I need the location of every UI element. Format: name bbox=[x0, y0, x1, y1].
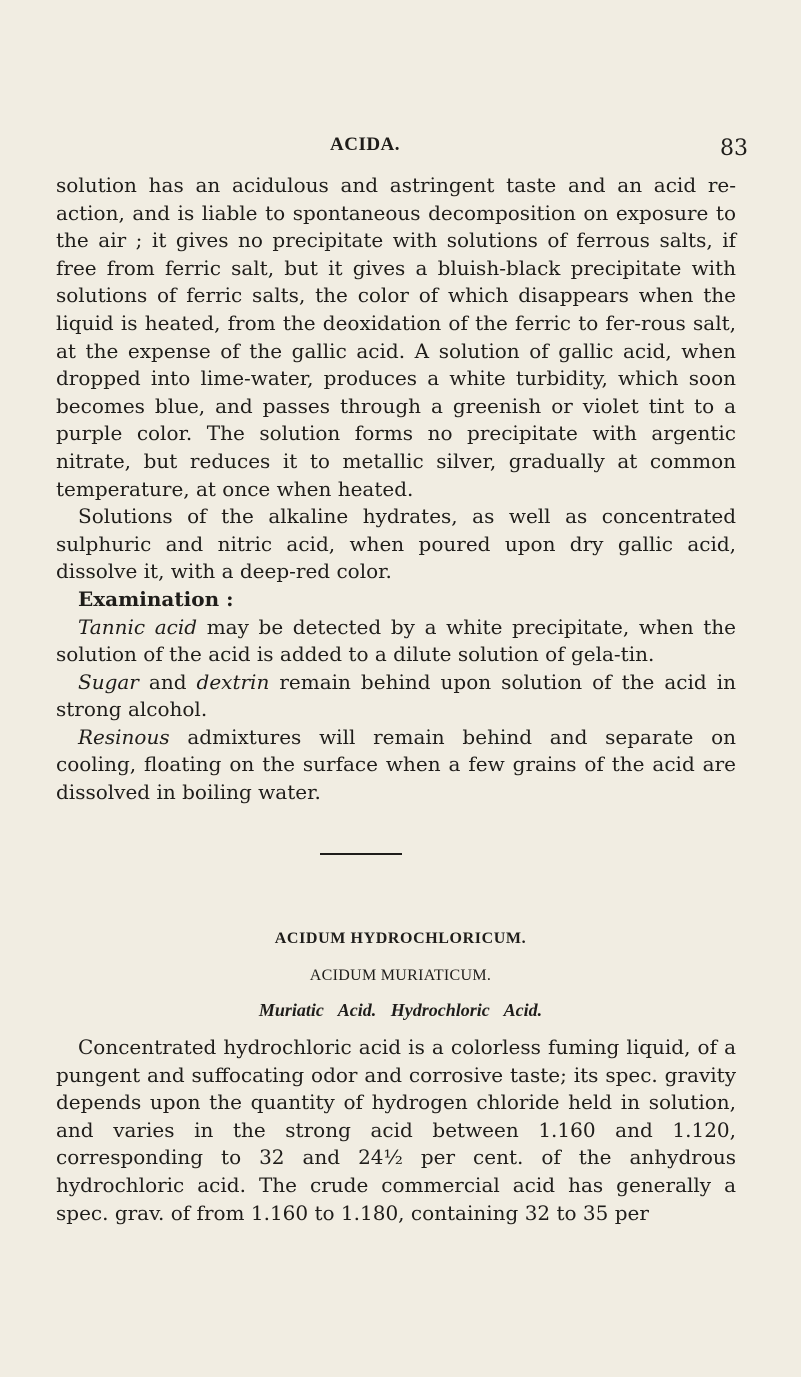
resinous-term: Resinous bbox=[78, 724, 170, 749]
sugar-dextrin-text: remain behind upon solution of the acid in strong alcohol. bbox=[56, 669, 736, 722]
dextrin-term: dextrin bbox=[196, 669, 270, 694]
gallic-acid-continuation bbox=[56, 172, 736, 807]
paragraph-alkaline-hydrates: Solutions of the alkaline hydrates, as well as concentrated sulphuric and nitric acid, when poured upon dry gallic acid, dissolve it, with a deep-red color. bbox=[56, 504, 736, 584]
examination-heading bbox=[56, 586, 736, 614]
page-header bbox=[0, 134, 801, 164]
page-number: 83 bbox=[720, 136, 748, 161]
running-title: ACIDA. bbox=[330, 134, 401, 155]
paragraph-sugar-dextrin bbox=[56, 669, 736, 724]
paragraph-hydrochloric-description: Concentrated hydrochloric acid is a colorless fuming liquid, of a pungent and suffocating odor and corrosive taste; its spec. gravity depends upon the quantity of hydrogen chloride held in solution, and varies in the strong acid between 1.160 and 1.120, corresponding to 32 and 24½ per cent. of the anhydrous hydrochloric acid. The crude commercial acid has generally a spec. grav. of from 1.160 to 1.180, containing 32 to 35 per bbox=[56, 1035, 736, 1225]
section-title: ACIDUM HYDROCHLORICUM. bbox=[274, 930, 527, 947]
hydrochloric-acid-body bbox=[56, 1034, 736, 1227]
paragraph-tannic-acid bbox=[56, 614, 736, 669]
tannic-acid-term: Tannic acid bbox=[78, 614, 198, 639]
tannic-acid-text: may be detected by a white precipitate, when the solution of the acid is added to a dilute solution of gela-tin. bbox=[56, 614, 736, 667]
section-synonym: ACIDUM MURIATICUM. bbox=[309, 967, 492, 984]
sugar-term: Sugar bbox=[78, 669, 139, 694]
section-english-names: Muriatic Acid. Hydrochloric Acid. bbox=[258, 1000, 543, 1020]
section-divider bbox=[320, 853, 402, 855]
paragraph-properties: solution has an acidulous and astringent taste and an acid re-action, and is liable to spontaneous decomposition on exposure to the air ; it gives no precipitate with solutions of ferrous salts, if free from ferric salt, but it gives a bluish-black precipitate with solutions of ferric salts, the color of which disappears when the liquid is heated, from the deoxidation of the ferric to fer-rous salt, at the expense of the gallic acid. A solution of gallic acid, when dropped into lime-water, produces a white turbidity, which soon becomes blue, and passes through a greenish or violet tint to a purple color. The solution forms no precipitate with argentic nitrate, but reduces it to metallic silver, gradually at common temperature, at once when heated. bbox=[56, 173, 736, 501]
sugar-and: and bbox=[138, 669, 197, 694]
paragraph-resinous bbox=[56, 724, 736, 807]
examination-label: Examination : bbox=[78, 586, 234, 611]
resinous-text: admixtures will remain behind and separate on cooling, floating on the surface when a few grains of the acid are dissolved in boiling water. bbox=[56, 724, 736, 805]
